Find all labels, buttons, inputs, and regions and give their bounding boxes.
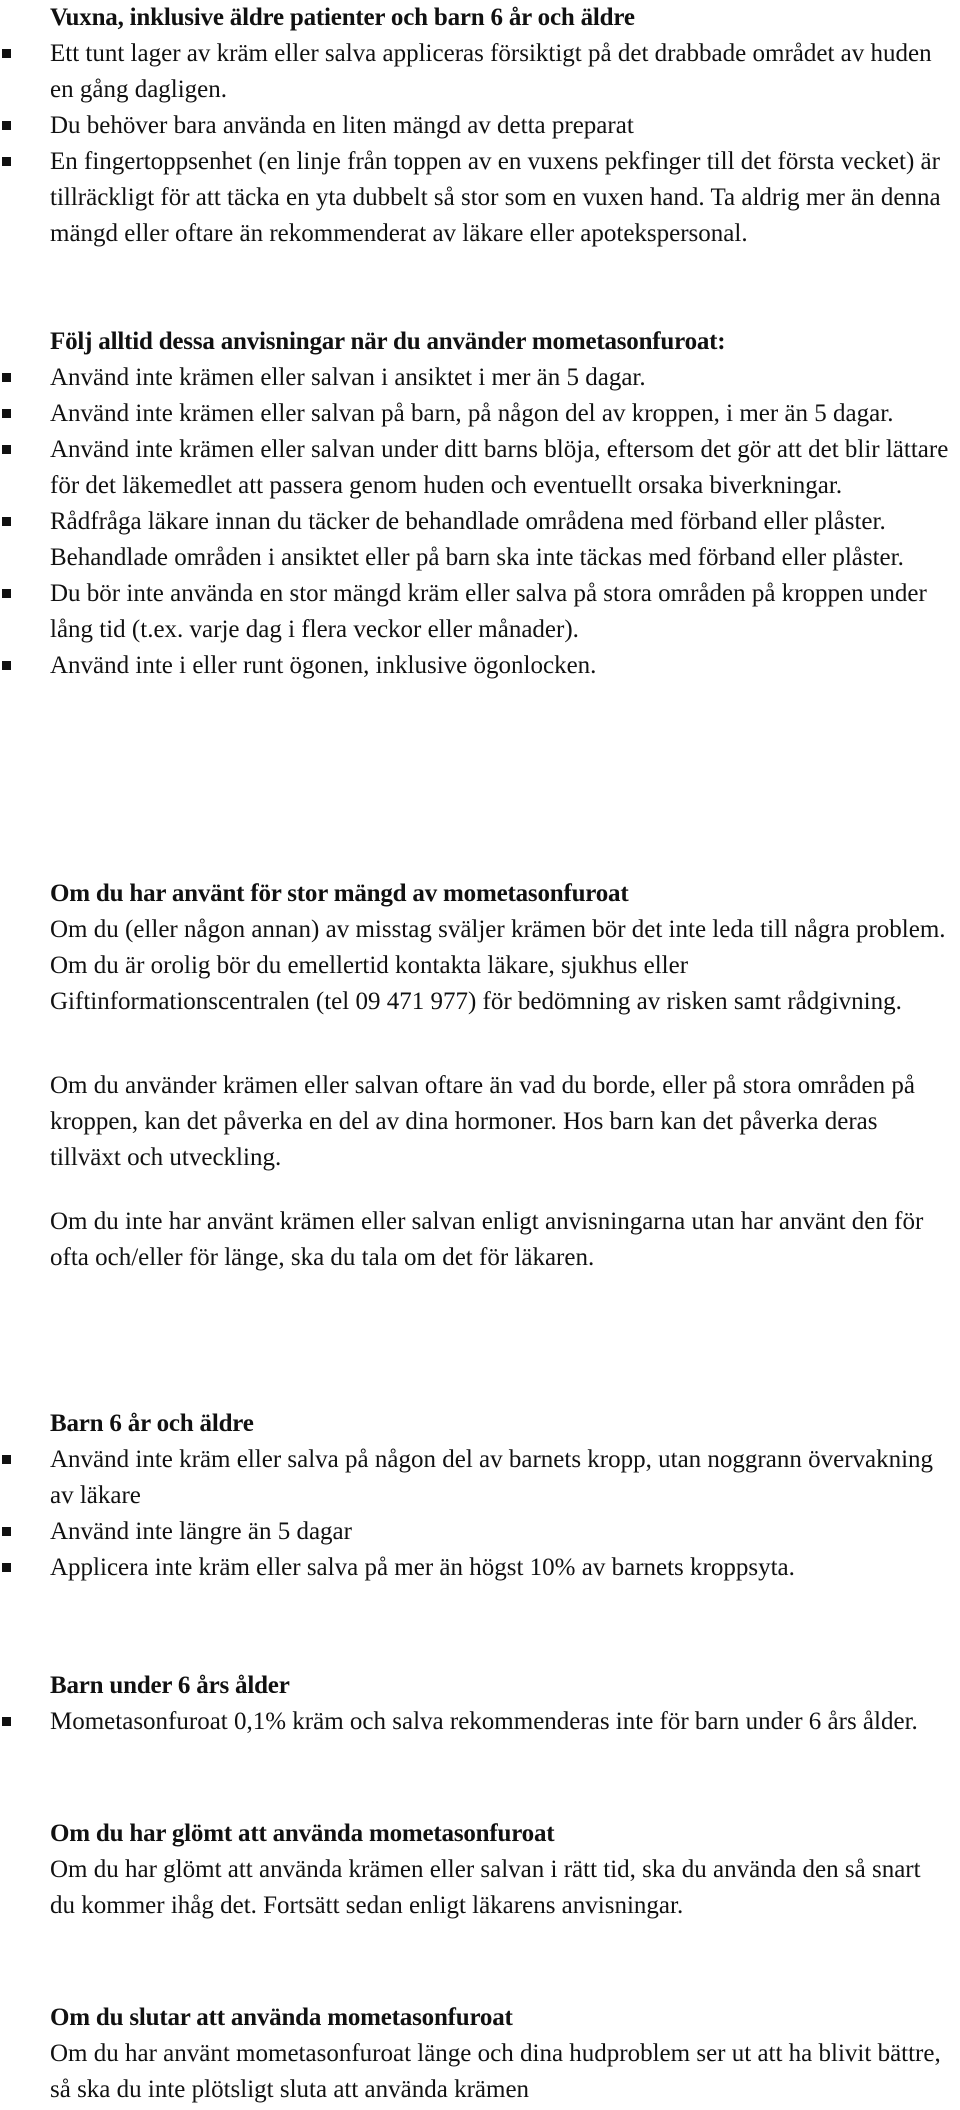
section-heading: Barn under 6 års ålder	[50, 1672, 290, 1699]
list-item-text: Använd inte i eller runt ögonen, inklusive ögonlocken.	[50, 652, 597, 679]
bullet-list	[50, 1704, 950, 1740]
bullet-list	[50, 360, 950, 684]
list-item-text: Använd inte kräm eller salva på någon del av barnets kropp, utan noggrann övervakning av läkare	[50, 1446, 934, 1509]
section-heading: Om du slutar att använda mometasonfuroat	[50, 2004, 513, 2031]
list-item	[50, 648, 950, 684]
bullet-icon	[2, 121, 11, 130]
list-item-text: Du bör inte använda en stor mängd kräm eller salva på stora områden på kroppen under lång tid (t.ex. varje dag i flera veckor eller månader).	[50, 580, 927, 643]
list-item-text: Du behöver bara använda en liten mängd av detta preparat	[50, 112, 634, 139]
section-forgot-dose	[50, 1816, 950, 1924]
paragraph: Om du har använt mometasonfuroat länge och dina hudproblem ser ut att ha blivit bättre, så ska du inte plötsligt sluta att använda krämen	[50, 2040, 941, 2103]
bullet-icon	[2, 1455, 11, 1464]
list-item-text: Applicera inte kräm eller salva på mer än högst 10% av barnets kroppsyta.	[50, 1554, 795, 1581]
list-item-text: Mometasonfuroat 0,1% kräm och salva rekommenderas inte för barn under 6 års ålder.	[50, 1708, 918, 1735]
section-heading: Vuxna, inklusive äldre patienter och barn 6 år och äldre	[50, 4, 635, 31]
list-item	[50, 432, 950, 504]
list-item	[50, 36, 950, 108]
section-heading: Barn 6 år och äldre	[50, 1410, 254, 1437]
section-children-under-6	[50, 1668, 950, 1740]
section-children-6-and-older	[50, 1406, 950, 1586]
list-item	[50, 396, 950, 432]
bullet-icon	[2, 1717, 11, 1726]
bullet-icon	[2, 445, 11, 454]
bullet-icon	[2, 1563, 11, 1572]
list-item-text: Rådfråga läkare innan du täcker de behandlade områdena med förband eller plåster. Behandlade områden i ansiktet eller på barn ska inte täckas med förband eller plåster.	[50, 508, 904, 571]
paragraph: Om du har glömt att använda krämen eller salvan i rätt tid, ska du använda den så snart du kommer ihåg det. Fortsätt sedan enligt läkarens anvisningar.	[50, 1856, 921, 1919]
bullet-list	[50, 36, 950, 252]
bullet-icon	[2, 409, 11, 418]
section-stop-using	[50, 2000, 950, 2108]
bullet-list	[50, 1442, 950, 1586]
list-item	[50, 108, 950, 144]
list-item	[50, 1442, 950, 1514]
section-adults-dosage	[50, 0, 950, 252]
list-item	[50, 1704, 950, 1740]
paragraph: Om du använder krämen eller salvan oftare än vad du borde, eller på stora områden på kroppen, kan det påverka en del av dina hormoner. Hos barn kan det påverka deras tillväxt och utveckling.	[50, 1072, 915, 1171]
bullet-icon	[2, 49, 11, 58]
list-item	[50, 144, 950, 252]
list-item-text: Använd inte längre än 5 dagar	[50, 1518, 352, 1545]
list-item-text: Ett tunt lager av kräm eller salva appliceras försiktigt på det drabbade området av huden en gång dagligen.	[50, 40, 932, 103]
list-item	[50, 576, 950, 648]
section-overdose	[50, 876, 950, 1276]
bullet-icon	[2, 157, 11, 166]
bullet-icon	[2, 1527, 11, 1536]
list-item	[50, 504, 950, 576]
bullet-icon	[2, 661, 11, 670]
section-heading: Följ alltid dessa anvisningar när du använder mometasonfuroat:	[50, 328, 726, 355]
section-instructions	[50, 324, 950, 684]
bullet-icon	[2, 517, 11, 526]
list-item	[50, 1514, 950, 1550]
paragraph: Om du inte har använt krämen eller salvan enligt anvisningarna utan har använt den för ofta och/eller för länge, ska du tala om det för läkaren.	[50, 1208, 924, 1271]
list-item-text: En fingertoppsenhet (en linje från toppen av en vuxens pekfinger till det första vecket) är tillräckligt för att täcka en yta dubbelt så stor som en vuxen hand. Ta aldrig mer än denna mängd eller oftare än rekommenderat av läkare eller apotekspersonal.	[50, 148, 941, 247]
bullet-icon	[2, 589, 11, 598]
list-item-text: Använd inte krämen eller salvan i ansiktet i mer än 5 dagar.	[50, 364, 646, 391]
paragraph: Om du (eller någon annan) av misstag sväljer krämen bör det inte leda till några problem. Om du är orolig bör du emellertid kontakta läkare, sjukhus eller Giftinformationscentralen (tel 09 471 977) för bedömning av risken samt rådgivning.	[50, 916, 946, 1015]
list-item	[50, 360, 950, 396]
section-heading: Om du har glömt att använda mometasonfuroat	[50, 1820, 555, 1847]
list-item	[50, 1550, 950, 1586]
section-heading: Om du har använt för stor mängd av mometasonfuroat	[50, 880, 629, 907]
list-item-text: Använd inte krämen eller salvan under ditt barns blöja, eftersom det gör att det blir lättare för det läkemedlet att passera genom huden och eventuellt orsaka biverkningar.	[50, 436, 949, 499]
bullet-icon	[2, 373, 11, 382]
list-item-text: Använd inte krämen eller salvan på barn, på någon del av kroppen, i mer än 5 dagar.	[50, 400, 894, 427]
